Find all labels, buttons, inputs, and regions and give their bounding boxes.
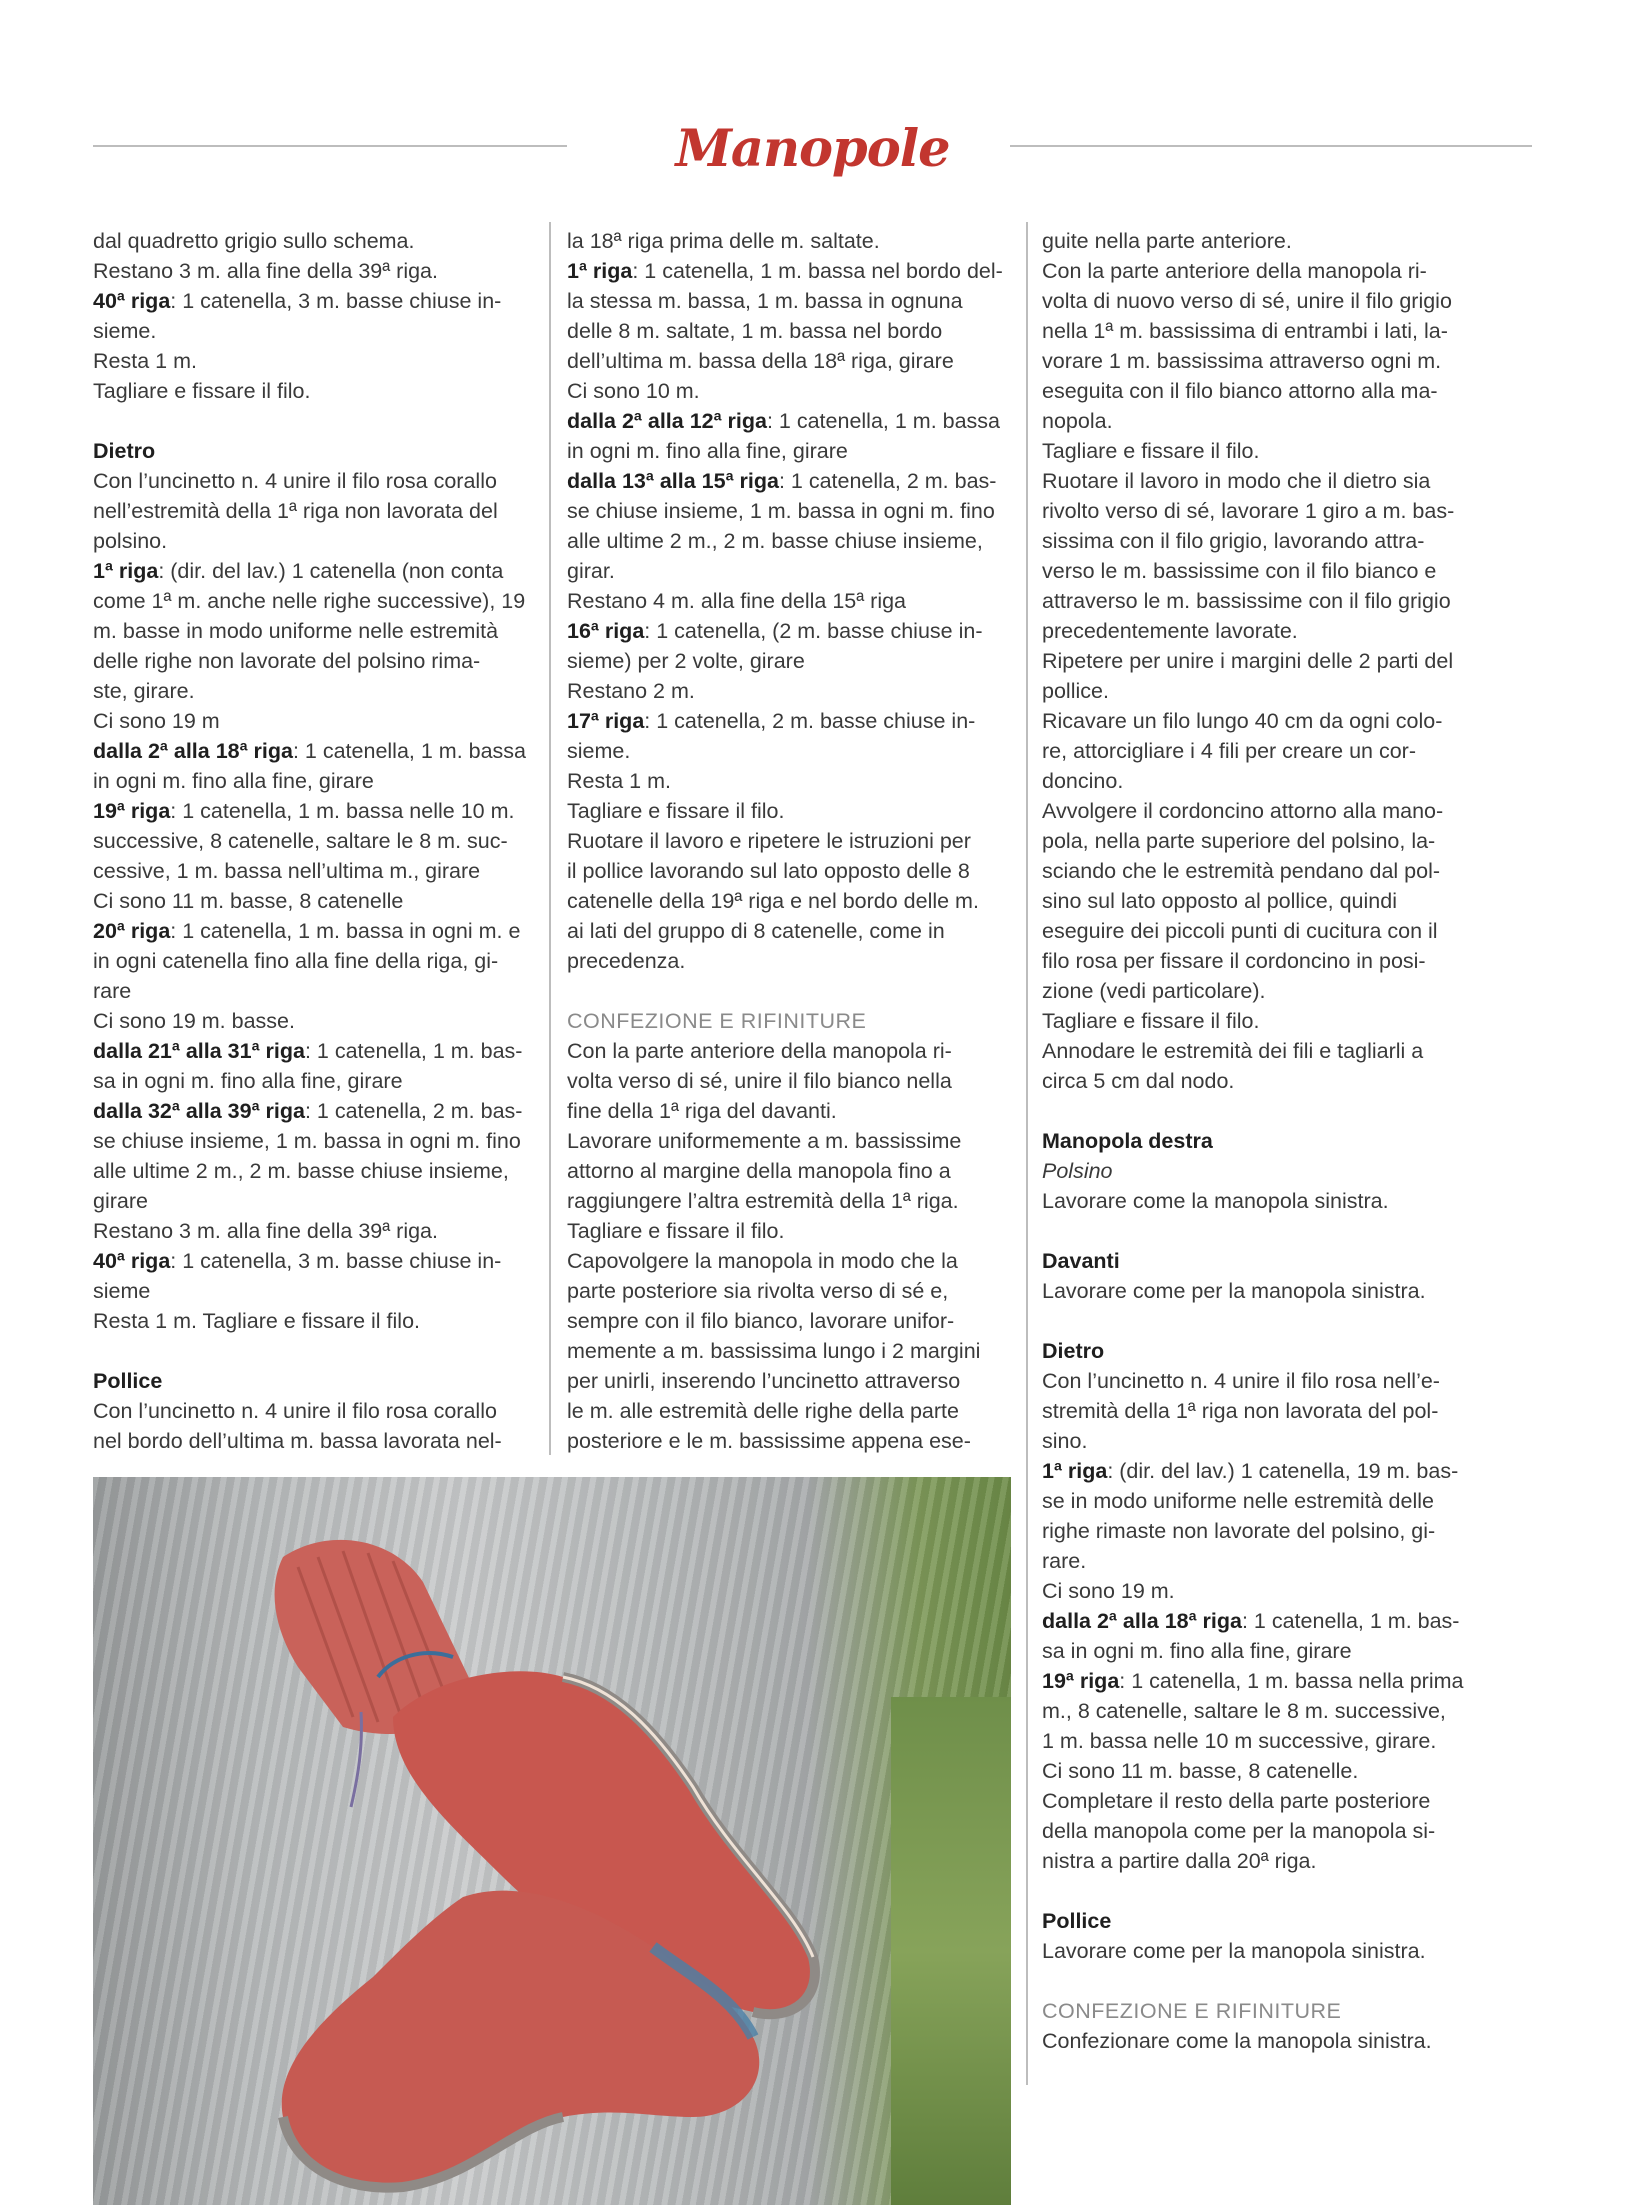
- text-line: [1042, 1846, 1486, 1876]
- line-text: Ci sono 10 m.: [567, 379, 700, 403]
- text-line: [1042, 1546, 1486, 1576]
- line-text: sa in ogni m. fino alla fine, girare: [93, 1069, 403, 1093]
- line-text: parte posteriore sia rivolta verso di sé e,: [567, 1279, 949, 1303]
- line-text: attraverso le m. bassissime con il filo grigio: [1042, 589, 1451, 613]
- text-line: [93, 286, 537, 316]
- text-line: [93, 1216, 537, 1246]
- text-line: [567, 1306, 1011, 1336]
- line-text: nel bordo dell’ultima m. bassa lavorata nel-: [93, 1429, 502, 1453]
- line-text: attorno al margine della manopola fino a: [567, 1159, 951, 1183]
- line-text: la 18ª riga prima delle m. saltate.: [567, 229, 880, 253]
- line-text: : 1 catenella, 2 m. basse chiuse in-: [644, 709, 976, 733]
- text-line: [93, 226, 537, 256]
- line-text: : 1 catenella, 1 m. bassa: [766, 409, 1001, 433]
- line-text: re, attorcigliare i 4 fili per creare un cor-: [1042, 739, 1417, 763]
- line-text: sino sul lato opposto al pollice, quindi: [1042, 889, 1397, 913]
- text-line: [93, 496, 537, 526]
- text-line: [1042, 226, 1486, 256]
- text-line: [93, 676, 537, 706]
- text-line: [1042, 376, 1486, 406]
- line-text: Tagliare e fissare il filo.: [1042, 1009, 1260, 1033]
- text-line: [1042, 2026, 1486, 2056]
- line-text: : 1 catenella, 1 m. bas-: [304, 1039, 523, 1063]
- line-text: verso le m. bassissime con il filo bianco e: [1042, 559, 1437, 583]
- line-text: : 1 catenella, 3 m. basse chiuse in-: [170, 289, 502, 313]
- text-line: [93, 1006, 537, 1036]
- text-line: [93, 706, 537, 736]
- line-text: : (dir. del lav.) 1 catenella, 19 m. bas-: [1107, 1459, 1459, 1483]
- line-text: precedenza.: [567, 949, 686, 973]
- line-text: polsino.: [93, 529, 168, 553]
- line-text: : 1 catenella, 2 m. bas-: [778, 469, 997, 493]
- text-line: [567, 1426, 1011, 1456]
- paragraph-spacer: [1042, 1096, 1486, 1126]
- line-text: eseguita con il filo bianco attorno alla ma-: [1042, 379, 1438, 403]
- text-line: [93, 466, 537, 496]
- text-line: [567, 316, 1011, 346]
- line-text: se chiuse insieme, 1 m. bassa in ogni m. fino: [567, 499, 995, 523]
- text-line: [567, 1036, 1011, 1066]
- text-line: [1042, 856, 1486, 886]
- line-text: dell’ultima m. bassa della 18ª riga, girare: [567, 349, 954, 373]
- line-text: Resta 1 m.: [93, 349, 197, 373]
- line-text: se in modo uniforme nelle estremità delle: [1042, 1489, 1434, 1513]
- paragraph-spacer: [1042, 1966, 1486, 1996]
- line-text: la stessa m. bassa, 1 m. bassa in ognuna: [567, 289, 963, 313]
- line-text: sieme.: [93, 319, 157, 343]
- line-text: Ci sono 19 m. basse.: [93, 1009, 295, 1033]
- row-label: 40ª riga: [93, 289, 171, 313]
- line-text: il pollice lavorando sul lato opposto delle 8: [567, 859, 970, 883]
- line-text: Ci sono 19 m: [93, 709, 220, 733]
- text-line: [93, 556, 537, 586]
- text-line: [1042, 1816, 1486, 1846]
- text-line: [1042, 1936, 1486, 1966]
- text-line: [567, 1216, 1011, 1246]
- text-line: [567, 466, 1011, 496]
- text-line: [567, 556, 1011, 586]
- paragraph-spacer: [1042, 1216, 1486, 1246]
- text-line: [1042, 1426, 1486, 1456]
- text-line: [93, 946, 537, 976]
- line-text: Tagliare e fissare il filo.: [567, 799, 785, 823]
- text-line: [1042, 1066, 1486, 1096]
- text-line: [1042, 1786, 1486, 1816]
- line-text: ai lati del gruppo di 8 catenelle, come in: [567, 919, 945, 943]
- text-line: [567, 826, 1011, 856]
- text-line: [1042, 286, 1486, 316]
- line-text: cessive, 1 m. bassa nell’ultima m., girare: [93, 859, 481, 883]
- text-line: [93, 1036, 537, 1066]
- text-line: [93, 916, 537, 946]
- text-line: [93, 1186, 537, 1216]
- text-line: [1042, 256, 1486, 286]
- line-text: : 1 catenella, 1 m. bassa nelle 10 m.: [170, 799, 515, 823]
- line-text: volta verso di sé, unire il filo bianco nella: [567, 1069, 952, 1093]
- text-line: [93, 886, 537, 916]
- text-line: [1042, 766, 1486, 796]
- line-text: le m. alle estremità delle righe della parte: [567, 1399, 959, 1423]
- row-label: 19ª riga: [1042, 1669, 1120, 1693]
- paragraph-spacer: [1042, 1306, 1486, 1336]
- line-text: : 1 catenella, 1 m. bas-: [1241, 1609, 1460, 1633]
- line-text: alle ultime 2 m., 2 m. basse chiuse insieme,: [93, 1159, 509, 1183]
- line-text: Capovolgere la manopola in modo che la: [567, 1249, 958, 1273]
- text-line: [93, 1426, 537, 1456]
- text-line: [93, 586, 537, 616]
- line-text: in ogni catenella fino alla fine della riga, gi-: [93, 949, 499, 973]
- row-label: 19ª riga: [93, 799, 171, 823]
- text-line: [1042, 316, 1486, 346]
- line-text: Tagliare e fissare il filo.: [567, 1219, 785, 1243]
- line-text: pola, nella parte superiore del polsino, la-: [1042, 829, 1436, 853]
- text-line: [93, 1126, 537, 1156]
- row-label: 1ª riga: [93, 559, 159, 583]
- line-text: : 1 catenella, 2 m. bas-: [304, 1099, 523, 1123]
- text-line: [1042, 736, 1486, 766]
- text-line: [93, 316, 537, 346]
- text-line: [1042, 796, 1486, 826]
- text-line: [1042, 346, 1486, 376]
- line-text: sino.: [1042, 1429, 1088, 1453]
- line-text: Ci sono 11 m. basse, 8 catenelle: [93, 889, 404, 913]
- line-text: Ci sono 19 m.: [1042, 1579, 1175, 1603]
- line-text: Ripetere per unire i margini delle 2 parti del: [1042, 649, 1454, 673]
- text-line: [567, 1096, 1011, 1126]
- text-line: [567, 916, 1011, 946]
- text-line: [1042, 706, 1486, 736]
- line-text: raggiungere l’altra estremità della 1ª riga.: [567, 1189, 959, 1213]
- line-text: nopola.: [1042, 409, 1113, 433]
- line-text: Lavorare come la manopola sinistra.: [1042, 1189, 1389, 1213]
- line-text: sa in ogni m. fino alla fine, girare: [1042, 1639, 1352, 1663]
- line-text: guite nella parte anteriore.: [1042, 229, 1292, 253]
- text-line: [567, 586, 1011, 616]
- text-line: [567, 376, 1011, 406]
- line-text: Con la parte anteriore della manopola ri-: [567, 1039, 952, 1063]
- text-line: [1042, 556, 1486, 586]
- line-text: circa 5 cm dal nodo.: [1042, 1069, 1235, 1093]
- text-line: [567, 1156, 1011, 1186]
- text-line: [1042, 1666, 1486, 1696]
- text-line: [93, 796, 537, 826]
- header-rule-right: [1010, 145, 1532, 147]
- text-line: [93, 526, 537, 556]
- line-text: memente a m. bassissima lungo i 2 margini: [567, 1339, 981, 1363]
- line-text: 1 m. bassa nelle 10 m successive, girare.: [1042, 1729, 1437, 1753]
- row-label: 20ª riga: [93, 919, 171, 943]
- line-text: Con l’uncinetto n. 4 unire il filo rosa nell’e-: [1042, 1369, 1440, 1393]
- line-text: nella 1ª m. bassissima di entrambi i lati, la-: [1042, 319, 1448, 343]
- line-text: ste, girare.: [93, 679, 195, 703]
- line-text: Ruotare il lavoro e ripetere le istruzioni per: [567, 829, 971, 853]
- line-text: nistra a partire dalla 20ª riga.: [1042, 1849, 1317, 1873]
- text-line: [93, 856, 537, 886]
- text-line: [1042, 976, 1486, 1006]
- text-line: [567, 1276, 1011, 1306]
- line-text: m. basse in modo uniforme nelle estremità: [93, 619, 499, 643]
- line-text: eseguire dei piccoli punti di cucitura con il: [1042, 919, 1438, 943]
- text-line: [93, 1246, 537, 1276]
- text-line: [1042, 1186, 1486, 1216]
- line-text: girar.: [567, 559, 615, 583]
- line-text: vorare 1 m. bassissima attraverso ogni m.: [1042, 349, 1442, 373]
- section-label: CONFEZIONE E RIFINITURE: [1042, 1999, 1342, 2023]
- line-text: Annodare le estremità dei fili e tagliarli a: [1042, 1039, 1424, 1063]
- text-line: [93, 736, 537, 766]
- text-line: [567, 526, 1011, 556]
- line-text: Con la parte anteriore della manopola ri-: [1042, 259, 1427, 283]
- paragraph-spacer: [1042, 1876, 1486, 1906]
- row-label: 17ª riga: [567, 709, 645, 733]
- text-line: [93, 766, 537, 796]
- text-line: [1042, 1006, 1486, 1036]
- text-line: [567, 406, 1011, 436]
- text-line: [567, 646, 1011, 676]
- text-line: [1042, 436, 1486, 466]
- line-text: Restano 2 m.: [567, 679, 695, 703]
- text-line: [1042, 1366, 1486, 1396]
- text-line: [567, 1126, 1011, 1156]
- text-line: [93, 616, 537, 646]
- line-text: Tagliare e fissare il filo.: [93, 379, 311, 403]
- line-text: rare.: [1042, 1549, 1087, 1573]
- line-text: doncino.: [1042, 769, 1124, 793]
- text-line: [567, 496, 1011, 526]
- text-line: [1042, 1456, 1486, 1486]
- line-text: sissima con il filo grigio, lavorando attra-: [1042, 529, 1425, 553]
- text-line: [1042, 1276, 1486, 1306]
- line-text: per unirli, inserendo l’uncinetto attraverso: [567, 1369, 961, 1393]
- line-text: delle 8 m. saltate, 1 m. bassa nel bordo: [567, 319, 943, 343]
- text-line: [567, 706, 1011, 736]
- text-line: [567, 946, 1011, 976]
- line-text: rare: [93, 979, 132, 1003]
- text-line: [1042, 826, 1486, 856]
- line-text: Confezionare come la manopola sinistra.: [1042, 2029, 1432, 2053]
- text-line: [93, 376, 537, 406]
- line-text: : 1 catenella, 1 m. bassa nel bordo del-: [632, 259, 1003, 283]
- text-line: [567, 436, 1011, 466]
- text-column-1: [93, 226, 537, 1456]
- section-heading: Pollice: [93, 1369, 163, 1393]
- line-text: righe rimaste non lavorate del polsino, gi-: [1042, 1519, 1436, 1543]
- text-line: [567, 286, 1011, 316]
- line-text: Con l’uncinetto n. 4 unire il filo rosa corallo: [93, 469, 497, 493]
- text-line: [93, 976, 537, 1006]
- text-line: [567, 1246, 1011, 1276]
- text-line: [1042, 406, 1486, 436]
- line-text: fine della 1ª riga del davanti.: [567, 1099, 837, 1123]
- section-heading: Davanti: [1042, 1249, 1120, 1273]
- line-text: Resta 1 m. Tagliare e fissare il filo.: [93, 1309, 421, 1333]
- text-line: [1042, 496, 1486, 526]
- section-heading: Dietro: [93, 439, 156, 463]
- line-text: stremità della 1ª riga non lavorata del pol-: [1042, 1399, 1439, 1423]
- line-text: : 1 catenella, 1 m. bassa nella prima: [1119, 1669, 1464, 1693]
- text-line: [567, 886, 1011, 916]
- text-line: [1042, 916, 1486, 946]
- text-line: [93, 1276, 537, 1306]
- line-text: Restano 3 m. alla fine della 39ª riga.: [93, 259, 438, 283]
- line-text: filo rosa per fissare il cordoncino in posi-: [1042, 949, 1426, 973]
- text-line: [1042, 1576, 1486, 1606]
- row-label: dalla 21ª alla 31ª riga: [93, 1039, 305, 1063]
- text-line: [567, 1336, 1011, 1366]
- line-text: Lavorare come per la manopola sinistra.: [1042, 1279, 1426, 1303]
- text-line: [93, 1156, 537, 1186]
- text-line: [1042, 1636, 1486, 1666]
- line-text: precedentemente lavorate.: [1042, 619, 1298, 643]
- row-label: 16ª riga: [567, 619, 645, 643]
- text-line: [1042, 616, 1486, 646]
- line-text: zione (vedi particolare).: [1042, 979, 1266, 1003]
- column-divider-1: [549, 222, 551, 1455]
- line-text: volta di nuovo verso di sé, unire il filo grigio: [1042, 289, 1452, 313]
- subsection-label: Polsino: [1042, 1159, 1113, 1183]
- text-line: [93, 346, 537, 376]
- line-text: Completare il resto della parte posteriore: [1042, 1789, 1431, 1813]
- line-text: Resta 1 m.: [567, 769, 671, 793]
- section-heading: Manopola destra: [1042, 1129, 1213, 1153]
- line-text: girare: [93, 1189, 148, 1213]
- line-text: sieme) per 2 volte, girare: [567, 649, 805, 673]
- row-label: dalla 2ª alla 18ª riga: [93, 739, 293, 763]
- line-text: Ricavare un filo lungo 40 cm da ogni colo-: [1042, 709, 1443, 733]
- line-text: sciando che le estremità pendano dal pol-: [1042, 859, 1441, 883]
- text-line: [567, 616, 1011, 646]
- line-text: in ogni m. fino alla fine, girare: [567, 439, 848, 463]
- row-label: dalla 13ª alla 15ª riga: [567, 469, 779, 493]
- line-text: Avvolgere il cordoncino attorno alla mano-: [1042, 799, 1444, 823]
- line-text: : 1 catenella, 1 m. bassa in ogni m. e: [170, 919, 521, 943]
- line-text: dal quadretto grigio sullo schema.: [93, 229, 415, 253]
- line-text: : (dir. del lav.) 1 catenella (non conta: [158, 559, 504, 583]
- row-label: 1ª riga: [567, 259, 633, 283]
- line-text: nell’estremità della 1ª riga non lavorata del: [93, 499, 498, 523]
- line-text: delle righe non lavorate del polsino rima-: [93, 649, 481, 673]
- column-divider-2: [1026, 222, 1028, 2085]
- text-line: [567, 676, 1011, 706]
- text-line: [1042, 1396, 1486, 1426]
- line-text: in ogni m. fino alla fine, girare: [93, 769, 374, 793]
- text-line: [1042, 1486, 1486, 1516]
- line-text: rivolto verso di sé, lavorare 1 giro a m. bas-: [1042, 499, 1455, 523]
- text-line: [1042, 1756, 1486, 1786]
- text-line: [93, 256, 537, 286]
- line-text: Ruotare il lavoro in modo che il dietro sia: [1042, 469, 1431, 493]
- text-line: [567, 256, 1011, 286]
- text-line: [1042, 1606, 1486, 1636]
- text-line: [567, 1066, 1011, 1096]
- line-text: Ci sono 11 m. basse, 8 catenelle.: [1042, 1759, 1359, 1783]
- row-label: 1ª riga: [1042, 1459, 1108, 1483]
- line-text: pollice.: [1042, 679, 1109, 703]
- text-line: [1042, 1036, 1486, 1066]
- line-text: : 1 catenella, 1 m. bassa: [292, 739, 527, 763]
- line-text: Con l’uncinetto n. 4 unire il filo rosa corallo: [93, 1399, 497, 1423]
- text-line: [567, 1396, 1011, 1426]
- text-line: [1042, 676, 1486, 706]
- text-line: [567, 226, 1011, 256]
- text-line: [567, 856, 1011, 886]
- text-line: [567, 796, 1011, 826]
- text-line: [1042, 586, 1486, 616]
- row-label: dalla 32ª alla 39ª riga: [93, 1099, 305, 1123]
- text-line: [93, 1066, 537, 1096]
- text-line: [93, 1096, 537, 1126]
- text-line: [1042, 646, 1486, 676]
- paragraph-spacer: [93, 406, 537, 436]
- line-text: se chiuse insieme, 1 m. bassa in ogni m. fino: [93, 1129, 521, 1153]
- line-text: Restano 4 m. alla fine della 15ª riga: [567, 589, 907, 613]
- line-text: successive, 8 catenelle, saltare le 8 m. suc-: [93, 829, 508, 853]
- text-line: [93, 1396, 537, 1426]
- line-text: : 1 catenella, (2 m. basse chiuse in-: [644, 619, 983, 643]
- text-line: [93, 646, 537, 676]
- line-text: posteriore e le m. bassissime appena ese-: [567, 1429, 971, 1453]
- line-text: Restano 3 m. alla fine della 39ª riga.: [93, 1219, 438, 1243]
- line-text: catenelle della 19ª riga e nel bordo delle m.: [567, 889, 979, 913]
- text-line: [1042, 946, 1486, 976]
- text-line: [567, 346, 1011, 376]
- line-text: come 1ª m. anche nelle righe successive), 19: [93, 589, 526, 613]
- line-text: m., 8 catenelle, saltare le 8 m. successive,: [1042, 1699, 1446, 1723]
- line-text: Tagliare e fissare il filo.: [1042, 439, 1260, 463]
- line-text: Lavorare come per la manopola sinistra.: [1042, 1939, 1426, 1963]
- text-column-3: [1042, 226, 1486, 2056]
- section-label: CONFEZIONE E RIFINITURE: [567, 1009, 867, 1033]
- row-label: 40ª riga: [93, 1249, 171, 1273]
- text-line: [1042, 526, 1486, 556]
- text-line: [567, 736, 1011, 766]
- section-heading: Dietro: [1042, 1339, 1105, 1363]
- text-line: [567, 766, 1011, 796]
- text-line: [1042, 466, 1486, 496]
- text-line: [93, 1306, 537, 1336]
- text-line: [567, 1366, 1011, 1396]
- line-text: alle ultime 2 m., 2 m. basse chiuse insieme,: [567, 529, 983, 553]
- text-line: [1042, 1696, 1486, 1726]
- text-line: [93, 826, 537, 856]
- line-text: sempre con il filo bianco, lavorare unifor-: [567, 1309, 955, 1333]
- page-title: Manopole: [675, 119, 950, 179]
- line-text: della manopola come per la manopola si-: [1042, 1819, 1436, 1843]
- row-label: dalla 2ª alla 18ª riga: [1042, 1609, 1242, 1633]
- line-text: sieme.: [567, 739, 631, 763]
- text-line: [1042, 1726, 1486, 1756]
- line-text: sieme: [93, 1279, 151, 1303]
- paragraph-spacer: [567, 976, 1011, 1006]
- row-label: dalla 2ª alla 12ª riga: [567, 409, 767, 433]
- line-text: : 1 catenella, 3 m. basse chiuse in-: [170, 1249, 502, 1273]
- section-heading: Pollice: [1042, 1909, 1112, 1933]
- text-line: [567, 1186, 1011, 1216]
- line-text: Lavorare uniformemente a m. bassissime: [567, 1129, 962, 1153]
- text-line: [1042, 1516, 1486, 1546]
- paragraph-spacer: [93, 1336, 537, 1366]
- mittens-photo: [93, 1477, 1011, 2205]
- text-line: [1042, 886, 1486, 916]
- text-column-2: [567, 226, 1011, 1456]
